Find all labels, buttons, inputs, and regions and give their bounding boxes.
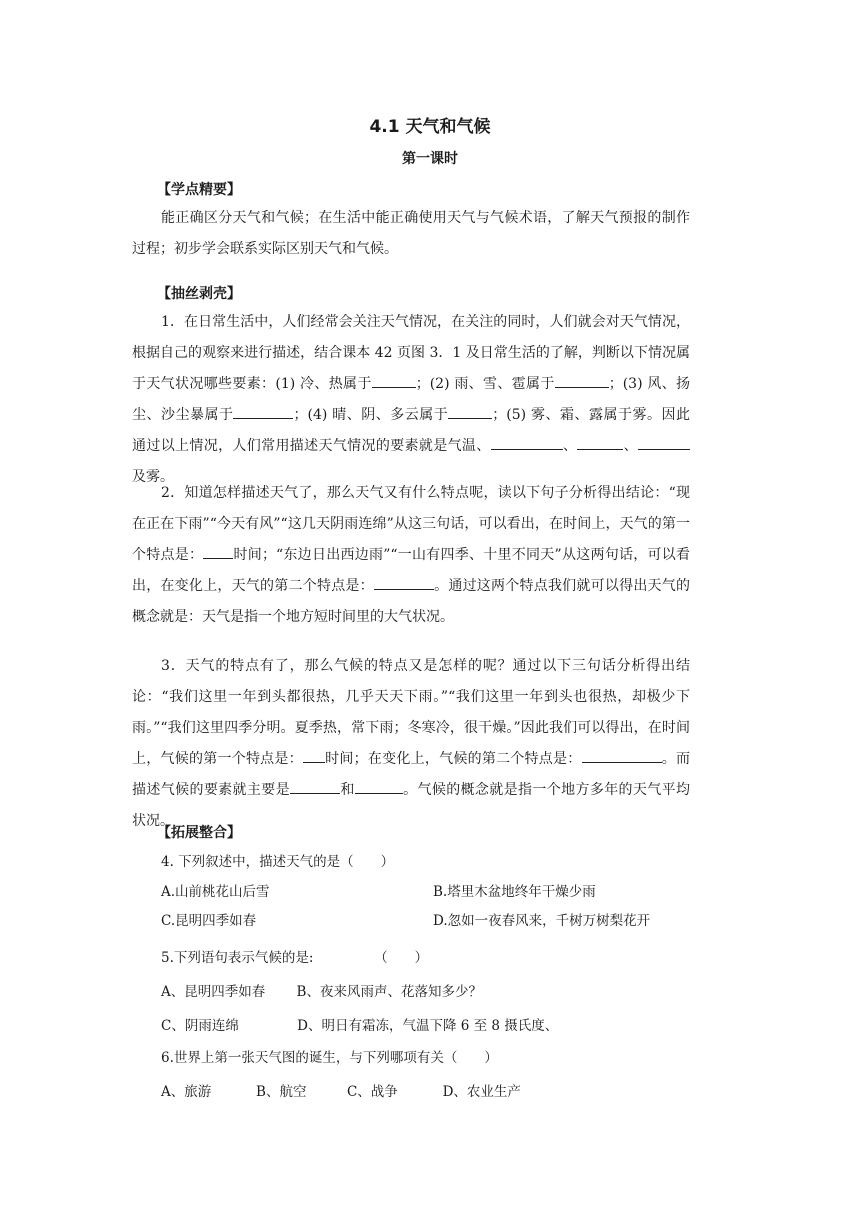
question-4-option-b: B.塔里木盆地终年干燥少雨 xyxy=(433,884,596,900)
answer-blank xyxy=(233,404,293,419)
question-4-option-a: A.山前桃花山后雪 xyxy=(161,884,270,900)
key-points-paragraph: 能正确区分天气和气候；在生活中能正确使用天气与气候术语，了解天气预报的制作过程；初步学会联系实际区别天气和气候。 xyxy=(132,210,690,257)
answer-blank xyxy=(290,779,340,794)
answer-blank xyxy=(355,779,403,794)
answer-blank xyxy=(303,748,325,763)
answer-blank xyxy=(203,544,233,559)
answer-blank xyxy=(638,435,690,450)
section-heading-key-points: 【学点精要】 xyxy=(157,182,241,198)
answer-blank xyxy=(555,373,609,388)
question-5-options-ab: A、昆明四季如春 B、夜来风雨声、花落知多少？ xyxy=(161,984,482,1000)
question-5-stem: 5.下列语句表示气候的是: （ ） xyxy=(161,950,429,966)
answer-blank xyxy=(448,404,492,419)
page-title: 4.1 天气和气候 xyxy=(369,117,491,137)
question-3-paragraph: 3．天气的特点有了，那么气候的特点又是怎样的呢？通过以下三句话分析得出结论：“我们这里一年到头都很热，几乎天天下雨。”“我们这里一年到头也很热，却极少下雨。”“我们这里四季分明。夏季热，常下雨；冬寒冷，很干燥。”因此我们可以得出，在时间上，气候的第一个特点是： 时间；在变化上，气候的第二个特点是： 。而描述气候的要素就主要是 和 。气候的概念就是指一个地方多年的天气平均状况。 xyxy=(132,658,691,829)
question-1-paragraph: 1．在日常生活中，人们经常会关注天气情况，在关注的同时，人们就会对天气情况，根据自己的观察来进行描述，结合课本 42 页图 3．1 及日常生活的了解，判断以下情况属于天气状况哪些要素：(1) 冷、热属于 ；(2) 雨、雪、雹属于 ；(3) 风、扬尘、沙尘暴属于 ；(4) 晴、阴、多云属于 ；(5) 雾、霜、露属于雾。因此通过以上情况，人们常用描述天气情况的要素就是气温、 、 、及雾。 xyxy=(132,314,691,485)
question-6-stem: 6.世界上第一张天气图的诞生，与下列哪项有关（ ） xyxy=(161,1050,498,1066)
question-4-stem: 4. 下列叙述中，描述天气的是（ ） xyxy=(161,854,395,870)
question-5-options-cd: C、阴雨连绵 D、明日有霜冻，气温下降 6 至 8 摄氏度、 xyxy=(161,1018,559,1034)
question-2-paragraph: 2．知道怎样描述天气了，那么天气又有什么特点呢，读以下句子分析得出结论：“现在正在下雨”“今天有风”“这几天阴雨连绵”从这三句话，可以看出，在时间上，天气的第一个特点是： 时间；“东边日出西边雨”“一山有四季、十里不同天”从这两句话，可以看出，在变化上，天气的第二个特点是： 。通过这两个特点我们就可以得出天气的概念就是：天气是指一个地方短时间里的大气状况。 xyxy=(132,485,691,625)
question-4-option-d: D.忽如一夜春风来，千树万树梨花开 xyxy=(433,913,651,929)
answer-blank xyxy=(491,435,563,450)
answer-blank xyxy=(582,748,662,763)
answer-blank xyxy=(577,435,623,450)
section-heading-analysis: 【抽丝剥壳】 xyxy=(157,286,241,302)
section-heading-extension: 【拓展整合】 xyxy=(157,825,241,841)
answer-blank xyxy=(374,575,434,590)
question-6-options: A、旅游 B、航空 C、战争 D、农业生产 xyxy=(161,1084,521,1100)
question-4-option-c: C.昆明四季如春 xyxy=(161,913,257,929)
answer-blank xyxy=(372,373,416,388)
page-subtitle: 第一课时 xyxy=(402,151,458,167)
